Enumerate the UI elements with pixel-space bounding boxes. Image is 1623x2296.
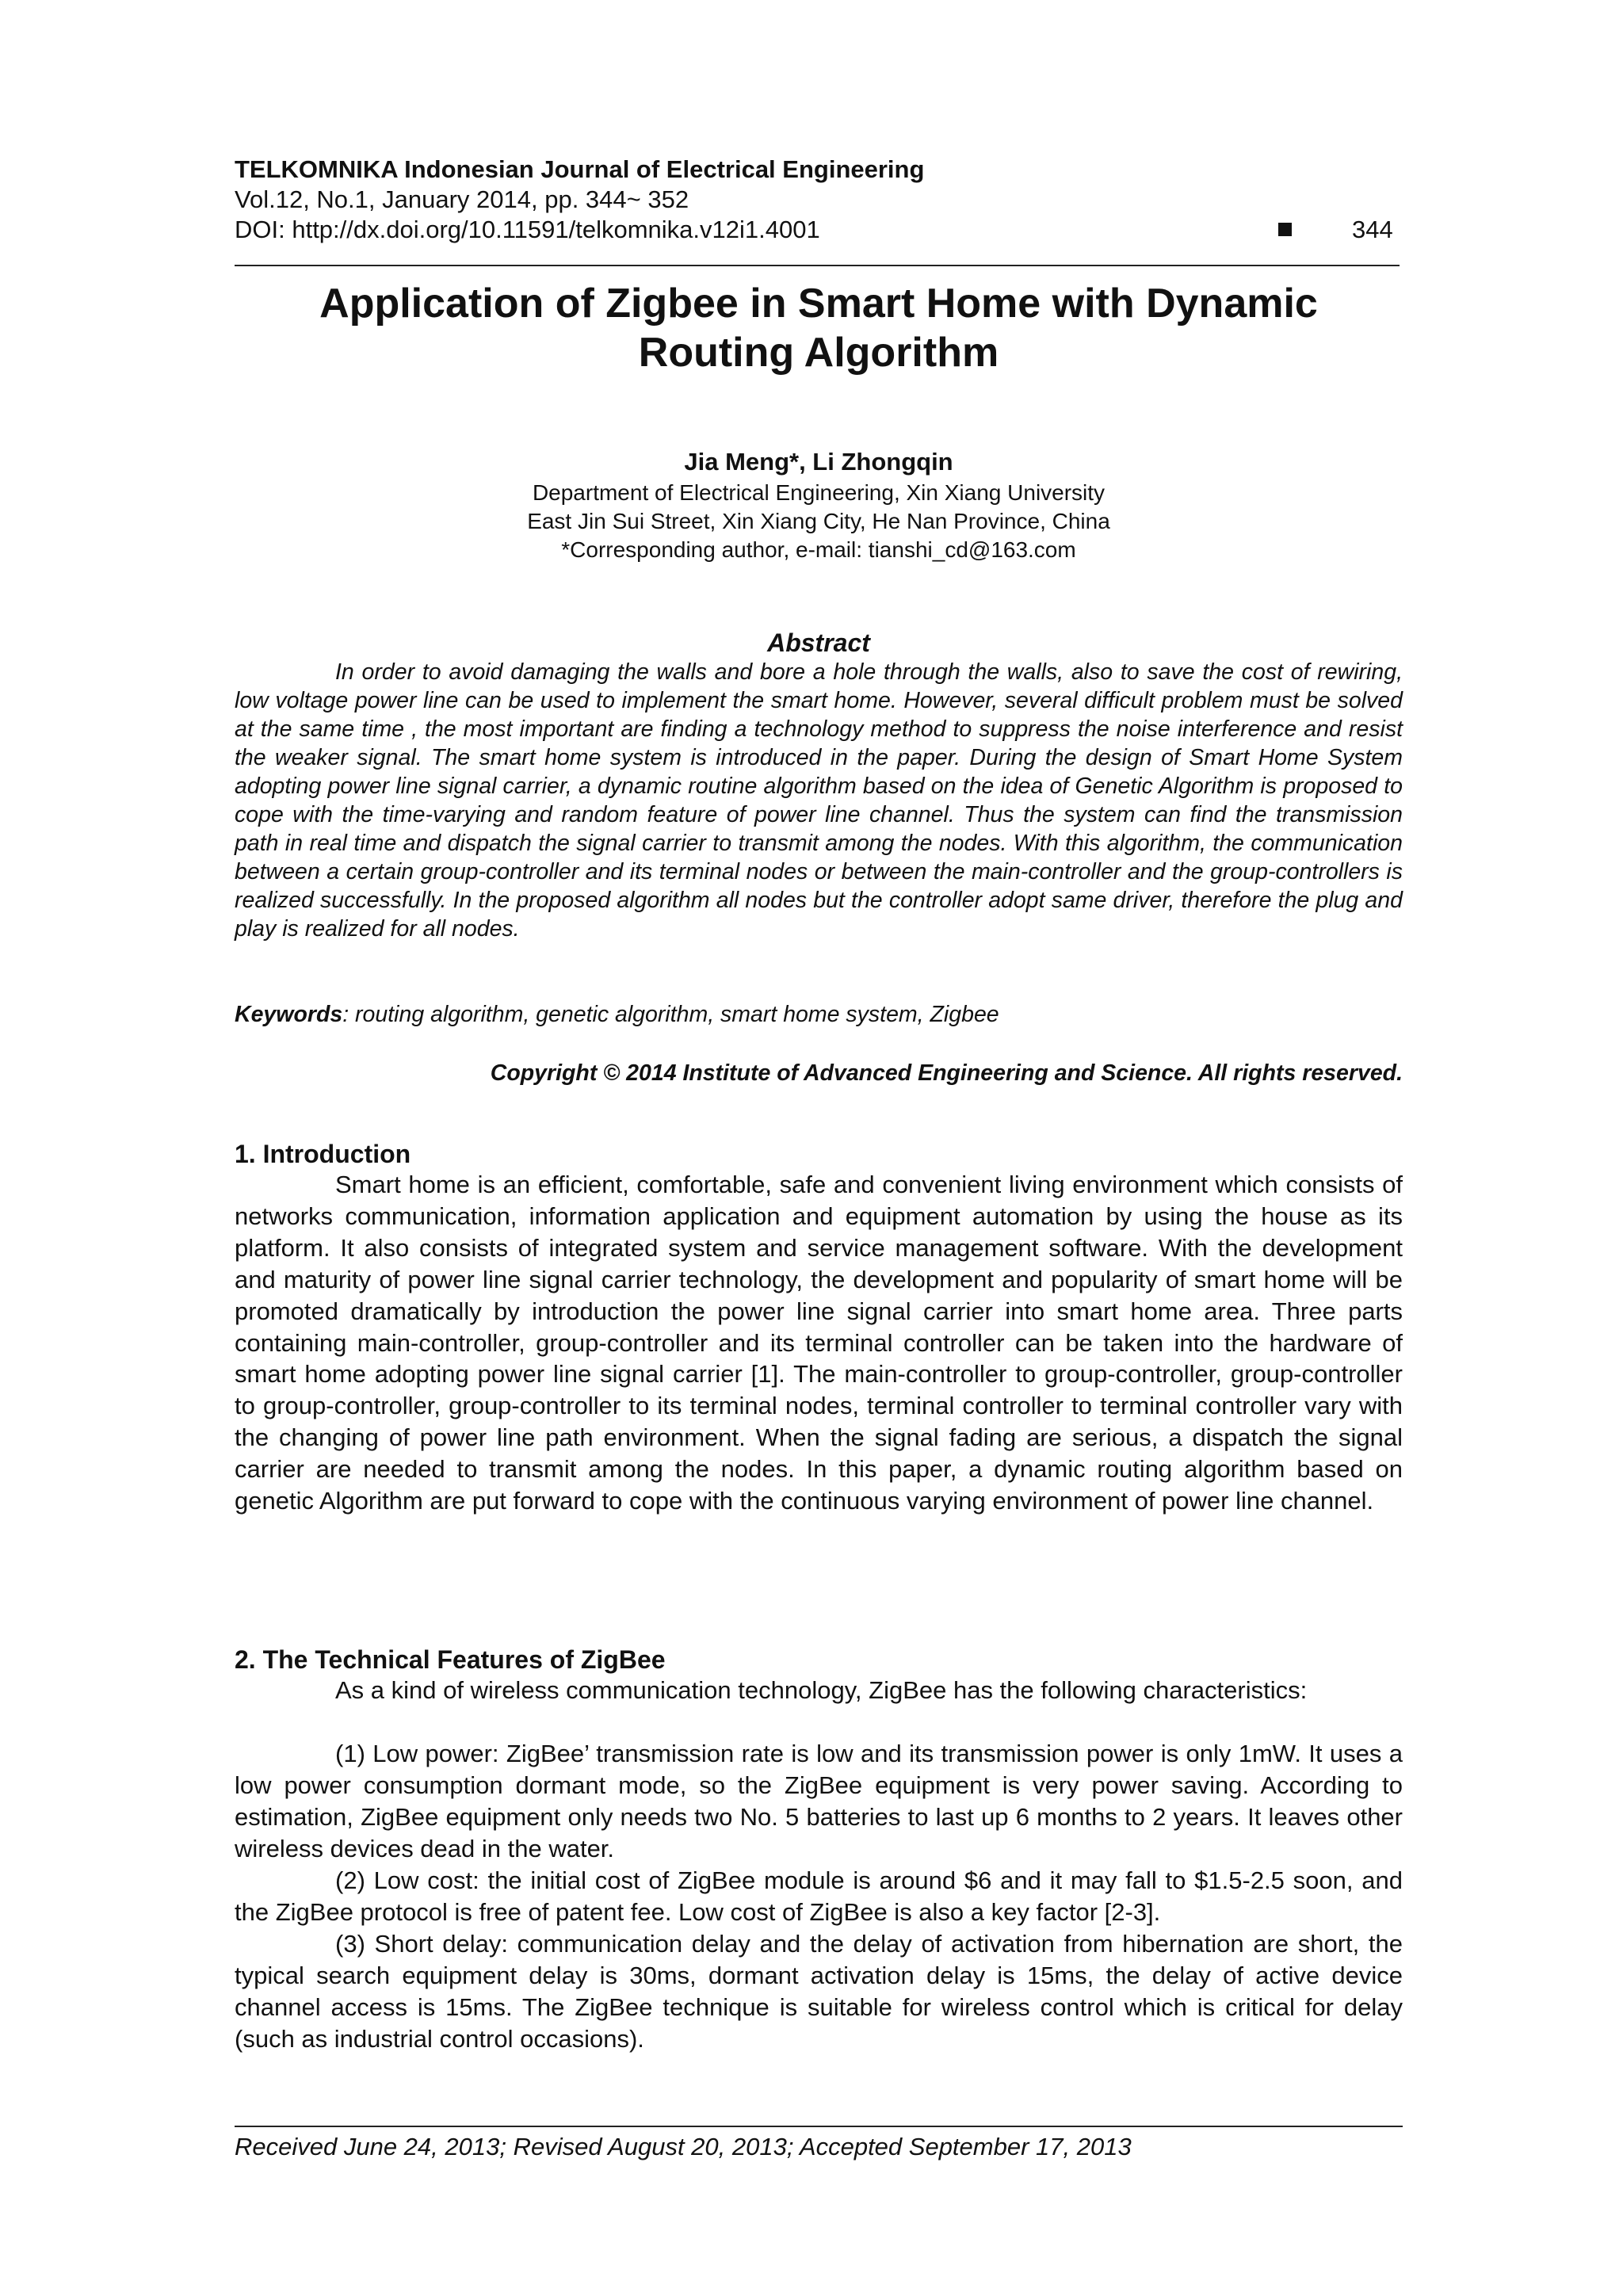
square-bullet-icon (1278, 223, 1292, 236)
keywords (235, 1000, 999, 1029)
abstract-heading: Abstract (767, 628, 870, 657)
header-divider (235, 265, 1400, 266)
feature-low-power-paragraph: (1) Low power: ZigBee’ transmission rate is low and its transmission power is only 1mW. It uses a low power consumption dormant mode, so the ZigBee equipment is very power saving. According to estimation, ZigBee equipment only needs two No. 5 batteries to last up 6 months to 2 years. It leaves other wireless devices dead in the water. (235, 1740, 1403, 1862)
feature-low-cost-paragraph: (2) Low cost: the initial cost of ZigBee module is around $6 and it may fall to $1.5-2.5 soon, and the ZigBee protocol is free of patent fee. Low cost of ZigBee is also a key factor [2-3]. (235, 1866, 1403, 1926)
copyright-notice: Copyright © 2014 Institute of Advanced Engineering and Science. All rights reserved. (490, 1060, 1403, 1086)
journal-name: TELKOMNIKA Indonesian Journal of Electrical Engineering (235, 155, 925, 183)
abstract-body: In order to avoid damaging the walls and bore a hole through the walls, also to save the cost of rewiring, low voltage power line can be used to implement the smart home. However, several difficult problem must be solved at the same time , the most important are finding a technology method to suppress the noise interference and resist the weaker signal. The smart home system is introduced in the paper. During the design of Smart Home System adopting power line signal carrier, a dynamic routine algorithm based on the idea of Genetic Algorithm is proposed to cope with the time-varying and random feature of power line channel. Thus the system can find the transmission path in real time and dispatch the signal carrier to transmit among the nodes. With this algorithm, the communication between a certain group-controller and its terminal nodes or between the main-controller and the group-controllers is realized successfully. In the proposed algorithm all nodes but the controller adopt same driver, therefore the plug and play is realized for all nodes. (235, 659, 1403, 942)
authors: Jia Meng*, Li Zhongqin (684, 448, 953, 476)
section-heading-introduction: 1. Introduction (235, 1140, 411, 1168)
paper-title: Application of Zigbee in Smart Home with Dynamic Routing Algorithm (319, 281, 1318, 376)
feature-short-delay-paragraph: (3) Short delay: communication delay and the delay of activation from hibernation are short, the typical search equipment delay is 30ms, dormant activation delay is 15ms, the delay of active device channel access is 15ms. The ZigBee technique is suitable for wireless control which is critical for delay (such as industrial control occasions). (235, 1930, 1403, 2053)
affiliation-department: Department of Electrical Engineering, Xin Xiang University (532, 480, 1106, 505)
zigbee-intro-paragraph: As a kind of wireless communication technology, ZigBee has the following characteristics: (335, 1676, 1308, 1704)
received-dates: Received June 24, 2013; Revised August 20, 2013; Accepted September 17, 2013 (235, 2133, 1132, 2160)
page-number: 344 (1352, 216, 1393, 243)
volume-info: Vol.12, No.1, January 2014, pp. 344~ 352 (235, 185, 689, 213)
keywords-label: Keywords (235, 1002, 343, 1027)
keywords-list: : routing algorithm, genetic algorithm, smart home system, Zigbee (342, 1002, 999, 1027)
corresponding-author: *Corresponding author, e-mail: tianshi_cd@163.com (561, 537, 1076, 562)
section-heading-zigbee-features: 2. The Technical Features of ZigBee (235, 1645, 666, 1674)
footer-divider (235, 2126, 1403, 2127)
doi-link[interactable]: DOI: http://dx.doi.org/10.11591/telkomnika.v12i1.4001 (235, 216, 820, 243)
affiliation-address: East Jin Sui Street, Xin Xiang City, He Nan Province, China (527, 509, 1110, 533)
introduction-paragraph: Smart home is an efficient, comfortable, safe and convenient living environment which consists of networks communication, information application and equipment automation by using the house as its platform. It also consists of integrated system and service management software. With the development and maturity of power line signal carrier technology, the development and popularity of smart home will be promoted dramatically by introduction the power line signal carrier into smart home area. Three parts containing main-controller, group-controller and its terminal controller can be taken into the hardware of smart home adopting power line signal carrier [1]. The main-controller to group-controller, group-controller to group-controller, group-controller to its terminal nodes, terminal controller to terminal controller vary with the changing of power line path environment. When the signal fading are serious, a dispatch the signal carrier are needed to transmit among the nodes. In this paper, a dynamic routing algorithm based on genetic Algorithm are put forward to cope with the continuous varying environment of power line channel. (235, 1171, 1403, 1515)
